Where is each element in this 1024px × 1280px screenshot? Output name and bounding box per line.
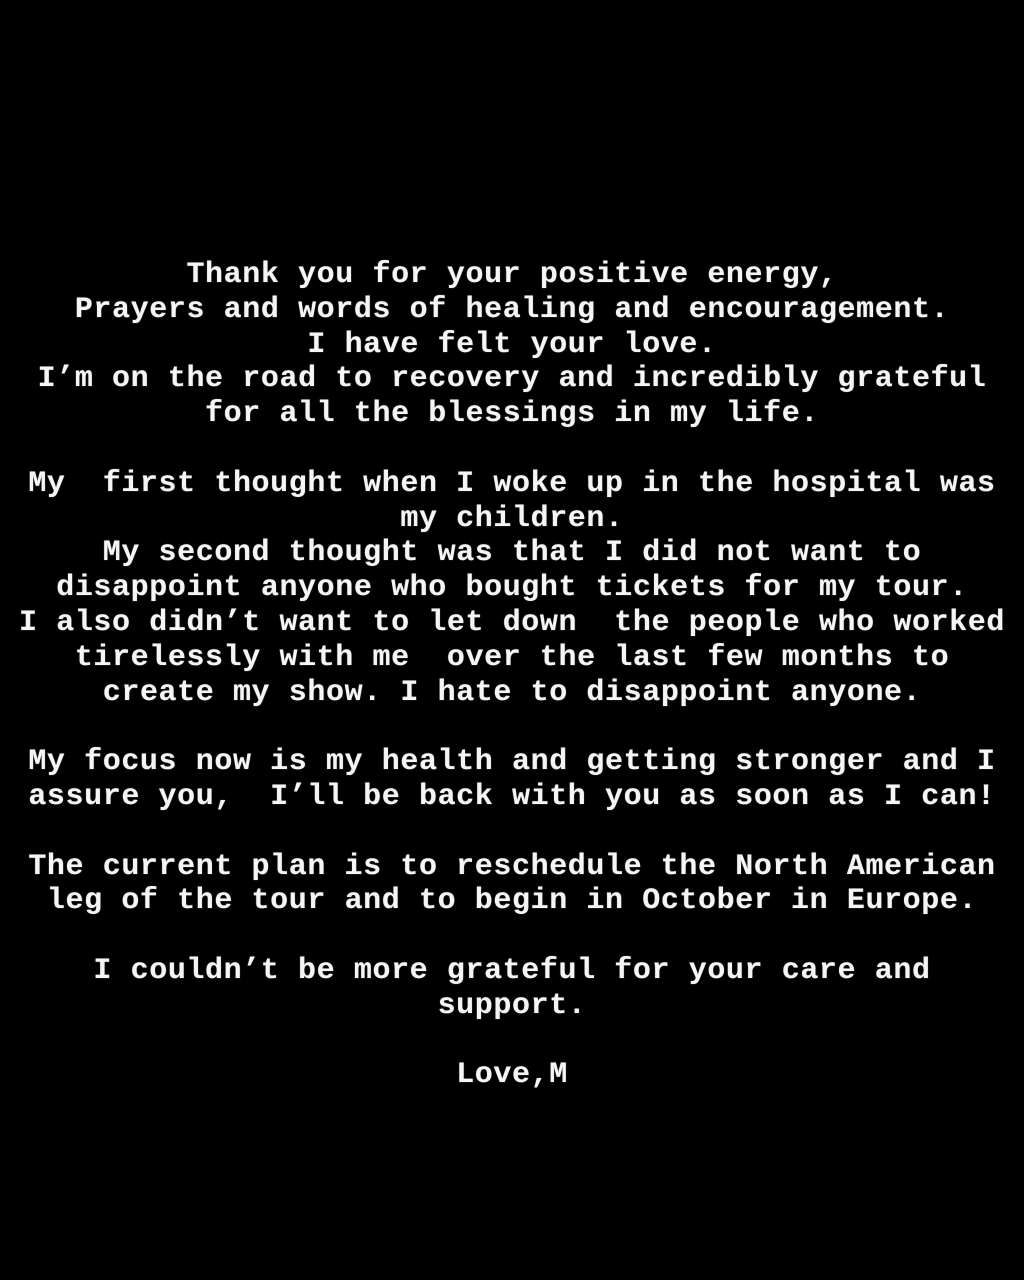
statement-line: I couldn’t be more grateful for your care and	[93, 953, 931, 988]
statement-line: My focus now is my health and getting stronger and I	[28, 745, 996, 780]
statement-line: my children.	[400, 501, 624, 536]
statement-line: Prayers and words of healing and encouragement.	[74, 292, 950, 327]
statement-line: tirelessly with me over the last few months to	[74, 640, 950, 675]
statement-line: Thank you for your positive energy,	[186, 258, 838, 292]
statement-line: I have felt your love.	[307, 327, 717, 362]
statement-line: My first thought when I woke up in the hospital was	[28, 466, 996, 501]
signature-line: Love,M	[456, 1058, 568, 1093]
statement-line: assure you, I’ll be back with you as soon as I can!	[28, 779, 996, 814]
statement-line: My second thought was that I did not want to	[102, 536, 922, 571]
statement-paragraph	[0, 258, 1024, 432]
statement-line: The current plan is to reschedule the North American	[28, 849, 996, 884]
statement-line: create my show. I hate to disappoint anyone.	[102, 675, 922, 710]
statement-paragraph	[0, 850, 1024, 920]
statement-paragraph	[0, 954, 1024, 1024]
statement-line: I also didn’t want to let down the people who worked	[19, 605, 1005, 640]
statement-line: leg of the tour and to begin in October in Europe.	[46, 884, 978, 919]
statement-paragraph	[0, 1058, 1024, 1093]
statement-body	[0, 258, 1024, 1093]
statement-line: support.	[437, 988, 587, 1023]
statement-paragraph	[0, 467, 1024, 711]
statement-line: I’m on the road to recovery and incredibly grateful	[37, 362, 987, 397]
statement-line: for all the blessings in my life.	[205, 397, 819, 432]
statement-line: disappoint anyone who bought tickets for my tour.	[56, 571, 968, 606]
statement-paragraph	[0, 745, 1024, 815]
